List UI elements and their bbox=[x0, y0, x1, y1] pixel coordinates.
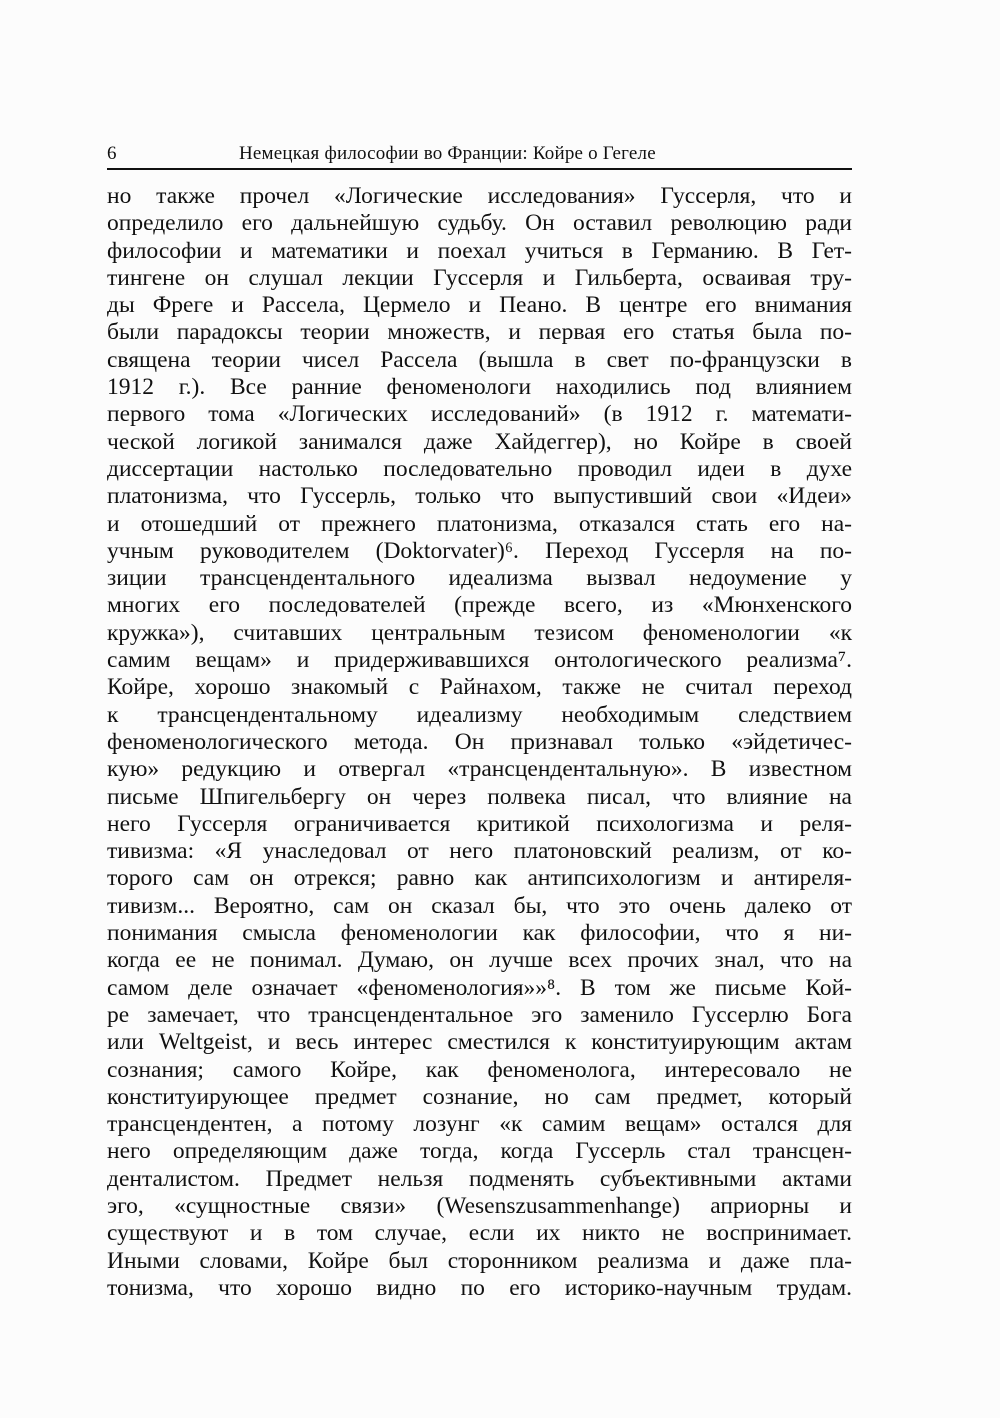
text-line: тивизм... Вероятно, сам он сказал бы, что это очень далеко от bbox=[107, 892, 852, 919]
text-line: тивизма: «Я унаследовал от него платоновский реализм, от ко- bbox=[107, 838, 852, 865]
text-line: многих его последователей (прежде всего, из «Мюнхенского bbox=[107, 592, 852, 619]
text-line: самим вещам» и придерживавшихся онтологического реализма⁷. bbox=[107, 647, 852, 674]
text-line: Иными словами, Койре был сторонником реализма и даже пла- bbox=[107, 1247, 852, 1274]
running-title: Немецкая философии во Франции: Койре о Гегеле bbox=[239, 143, 656, 164]
text-line: кую» редукцию и отвергал «трансцендентальную». В известном bbox=[107, 756, 852, 783]
text-line: 1912 г.). Все ранние феноменологи находились под влиянием bbox=[107, 374, 852, 401]
text-line: феноменологического метода. Он признавал только «эйдетичес- bbox=[107, 728, 852, 755]
text-line: письме Шпигельбергу он через полвека писал, что влияние на bbox=[107, 783, 852, 810]
text-line: денталистом. Предмет нельзя подменять субъективными актами bbox=[107, 1165, 852, 1192]
text-line: сознания; самого Койре, как феноменолога, интересовало не bbox=[107, 1056, 852, 1083]
text-line: ческой логикой занимался даже Хайдеггер), но Койре в своей bbox=[107, 428, 852, 455]
text-line: зиции трансцендентального идеализма вызвал недоумение у bbox=[107, 565, 852, 592]
body-text bbox=[107, 183, 852, 1302]
text-line: первого тома «Логических исследований» (в 1912 г. математи- bbox=[107, 401, 852, 428]
text-line: ре замечает, что трансцендентальное эго заменило Гуссерлю Бога bbox=[107, 1001, 852, 1028]
text-line: него Гуссерля ограничивается критикой психологизма и реля- bbox=[107, 810, 852, 837]
text-line: когда ее не понимал. Думаю, он лучше всех прочих знал, что на bbox=[107, 947, 852, 974]
text-line: и отошедший от прежнего платонизма, отказался стать его на- bbox=[107, 510, 852, 537]
text-line: тингене он слушал лекции Гуссерля и Гильберта, осваивая тру- bbox=[107, 264, 852, 291]
text-line: платонизма, что Гуссерль, только что выпустивший свои «Идеи» bbox=[107, 483, 852, 510]
text-line: были парадоксы теории множеств, и первая его статья была по- bbox=[107, 319, 852, 346]
header-rule bbox=[107, 168, 852, 170]
text-line: трансцендентен, а потому лозунг «к самим вещам» остался для bbox=[107, 1111, 852, 1138]
text-line: учным руководителем (Doktorvater)⁶. Переход Гуссерля на по- bbox=[107, 537, 852, 564]
text-line: эго, «сущностные связи» (Wesenszusammenhange) априорны и bbox=[107, 1192, 852, 1219]
text-line: философии и математики и поехал учиться в Германию. В Гет- bbox=[107, 237, 852, 264]
text-line: самом деле означает «феноменология»»⁸. В том же письме Кой- bbox=[107, 974, 852, 1001]
text-line: понимания смысла феноменологии как философии, что я ни- bbox=[107, 920, 852, 947]
text-line: существуют и в том случае, если их никто не воспринимает. bbox=[107, 1220, 852, 1247]
text-line: определило его дальнейшую судьбу. Он оставил революцию ради bbox=[107, 210, 852, 237]
text-line: диссертации настолько последовательно проводил идеи в духе bbox=[107, 455, 852, 482]
text-line: Койре, хорошо знакомый с Райнахом, также не считал переход bbox=[107, 674, 852, 701]
text-line: него определяющим даже тогда, когда Гуссерль стал трансцен- bbox=[107, 1138, 852, 1165]
text-line: или Weltgeist, и весь интерес сместился к конституирующим актам bbox=[107, 1029, 852, 1056]
page-number: 6 bbox=[107, 143, 117, 164]
text-line: кружка»), считавших центральным тезисом феноменологии «к bbox=[107, 619, 852, 646]
text-line: но также прочел «Логические исследования» Гуссерля, что и bbox=[107, 183, 852, 209]
text-line: конституирующее предмет сознание, но сам предмет, который bbox=[107, 1083, 852, 1110]
text-line: торого сам он отрекся; равно как антипсихологизм и антиреля- bbox=[107, 865, 852, 892]
text-line: ды Фреге и Рассела, Цермело и Пеано. В центре его внимания bbox=[107, 292, 852, 319]
text-line: священа теории чисел Рассела (вышла в свет по-французски в bbox=[107, 346, 852, 373]
text-line: к трансцендентальному идеализму необходимым следствием bbox=[107, 701, 852, 728]
text-line: тонизма, что хорошо видно по его историко-научным трудам. bbox=[107, 1274, 852, 1301]
